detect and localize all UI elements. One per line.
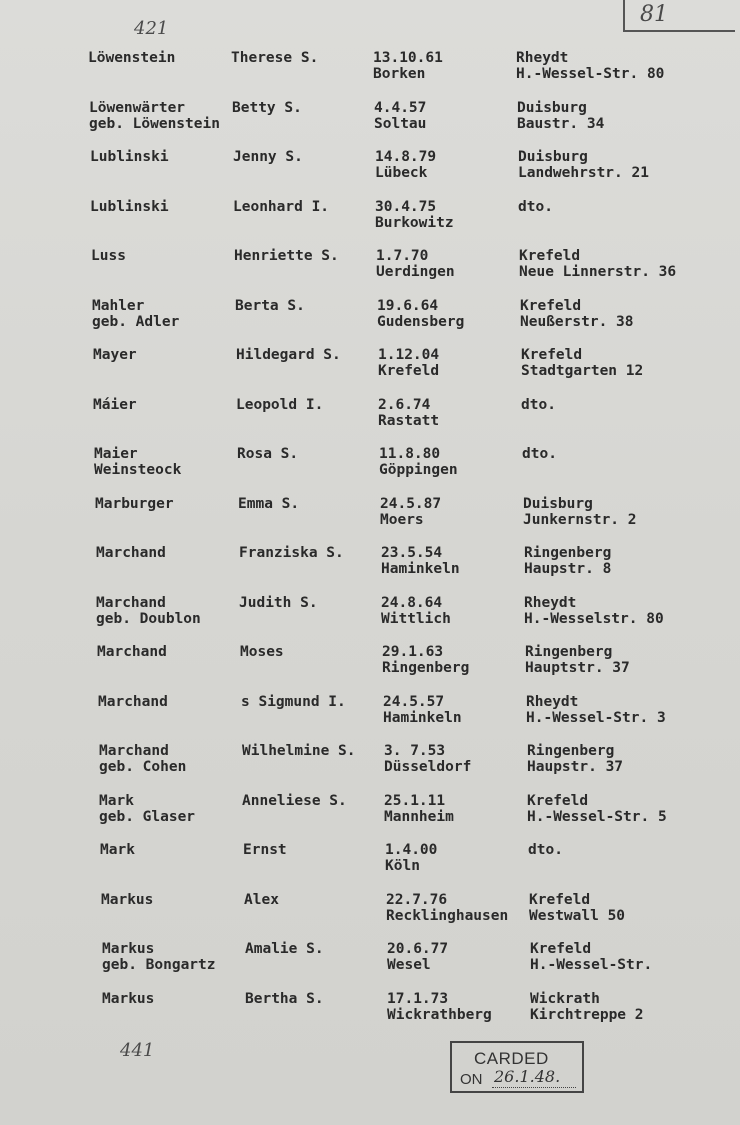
- address-line: dto.: [528, 842, 563, 858]
- carded-stamp: [450, 1041, 584, 1093]
- address-line: Krefeld: [520, 298, 582, 314]
- stamp-label: CARDED: [474, 1049, 549, 1068]
- given-name: Moses: [240, 644, 284, 660]
- address-line: Ringenberg: [524, 545, 612, 561]
- birth-info-line: Ringenberg: [382, 660, 470, 676]
- birth-info-line: Köln: [385, 858, 420, 874]
- surname-line: Maier: [94, 446, 138, 462]
- birth-info-line: Wickrathberg: [387, 1007, 492, 1023]
- stamp-date-line: [492, 1087, 576, 1088]
- page-number: 81: [640, 2, 668, 27]
- address-line: H.-Wessel-Str. 3: [526, 710, 666, 726]
- given-name: Hildegard S.: [236, 347, 341, 363]
- birth-info: [378, 397, 439, 429]
- surname-line: Mark: [100, 842, 135, 858]
- surname-line: Marburger: [95, 496, 174, 512]
- given-name: Leopold I.: [236, 397, 324, 413]
- birth-info: [385, 842, 437, 874]
- surname: [95, 496, 174, 512]
- given-name: Bertha S.: [245, 991, 324, 1007]
- surname: [93, 347, 137, 363]
- address-line: Stadtgarten 12: [521, 363, 644, 379]
- birth-info: [383, 694, 462, 726]
- surname-line: Markus: [102, 941, 155, 957]
- birth-info-line: 17.1.73: [387, 991, 449, 1007]
- birth-info-line: 22.7.76: [386, 892, 448, 908]
- given-name: Therese S.: [231, 50, 319, 66]
- birth-info-line: Wesel: [387, 957, 431, 973]
- address-line: Landwehrstr. 21: [518, 165, 649, 181]
- address: [519, 248, 676, 280]
- surname: [90, 149, 169, 165]
- address-line: Hauptstr. 37: [525, 660, 630, 676]
- address: [521, 347, 643, 379]
- birth-info: [384, 743, 471, 775]
- address: [527, 793, 667, 825]
- birth-info-line: 20.6.77: [387, 941, 449, 957]
- surname: [97, 644, 167, 660]
- address-line: dto.: [518, 199, 553, 215]
- surname-line: geb. Löwenstein: [89, 116, 220, 132]
- given-name: Leonhard I.: [233, 199, 330, 215]
- address-line: Rheydt: [526, 694, 579, 710]
- birth-info-line: Krefeld: [378, 363, 440, 379]
- given-name: Amalie S.: [245, 941, 324, 957]
- birth-info-line: Göppingen: [379, 462, 458, 478]
- birth-info-line: 2.6.74: [378, 397, 431, 413]
- surname-line: geb. Glaser: [99, 809, 196, 825]
- birth-info-line: Soltau: [374, 116, 427, 132]
- birth-info-line: 11.8.80: [379, 446, 441, 462]
- birth-info-line: 29.1.63: [382, 644, 444, 660]
- given-name: Emma S.: [238, 496, 300, 512]
- given-name: Judith S.: [239, 595, 318, 611]
- birth-info-line: 3. 7.53: [384, 743, 446, 759]
- address-line: Rheydt: [524, 595, 577, 611]
- surname: [89, 100, 220, 132]
- address-line: Baustr. 34: [517, 116, 605, 132]
- given-name: Franziska S.: [239, 545, 344, 561]
- stamp-prefix: ON: [460, 1071, 483, 1088]
- surname-line: Markus: [102, 991, 155, 1007]
- given-name: Anneliese S.: [242, 793, 347, 809]
- birth-info-line: Uerdingen: [376, 264, 455, 280]
- given-name: Wilhelmine S.: [242, 743, 356, 759]
- birth-info-line: Recklinghausen: [386, 908, 509, 924]
- address-line: Duisburg: [518, 149, 588, 165]
- address-line: Junkernstr. 2: [523, 512, 637, 528]
- address-line: Ringenberg: [527, 743, 615, 759]
- given-name: Rosa S.: [237, 446, 299, 462]
- birth-info-line: 13.10.61: [373, 50, 443, 66]
- stamp-date: 26.1.48.: [494, 1067, 561, 1086]
- given-name: Jenny S.: [233, 149, 303, 165]
- surname: [96, 545, 166, 561]
- address-line: Krefeld: [530, 941, 592, 957]
- given-name: Betty S.: [232, 100, 302, 116]
- surname-line: Löwenwärter: [89, 100, 186, 116]
- address-line: Wickrath: [530, 991, 600, 1007]
- surname: [96, 595, 201, 627]
- address: [530, 941, 652, 973]
- given-name: Berta S.: [235, 298, 305, 314]
- birth-info-line: 25.1.11: [384, 793, 446, 809]
- surname-line: Weinsteock: [94, 462, 182, 478]
- address: [528, 842, 563, 858]
- address-line: Rheydt: [516, 50, 569, 66]
- handwritten-number-bottom: 441: [120, 1040, 155, 1061]
- surname: [92, 298, 179, 330]
- surname: [90, 199, 169, 215]
- surname-line: Mark: [99, 793, 134, 809]
- address-line: Ringenberg: [525, 644, 613, 660]
- address-line: Duisburg: [517, 100, 587, 116]
- surname: [94, 446, 181, 478]
- address: [520, 298, 634, 330]
- birth-info-line: Borken: [373, 66, 426, 82]
- surname-line: Marchand: [97, 644, 167, 660]
- birth-info-line: Moers: [380, 512, 424, 528]
- given-name: Ernst: [243, 842, 287, 858]
- birth-info-line: 24.5.87: [380, 496, 442, 512]
- birth-info: [381, 545, 460, 577]
- birth-info-line: 1.4.00: [385, 842, 438, 858]
- birth-info: [384, 793, 454, 825]
- surname-line: Máier: [93, 397, 137, 413]
- surname-line: Löwenstein: [88, 50, 176, 66]
- address-line: Kirchtreppe 2: [530, 1007, 644, 1023]
- surname-line: Marchand: [96, 595, 166, 611]
- surname: [101, 892, 153, 908]
- address-line: dto.: [521, 397, 556, 413]
- birth-info-line: Mannheim: [384, 809, 454, 825]
- birth-info-line: Haminkeln: [383, 710, 462, 726]
- surname-line: geb. Adler: [92, 314, 180, 330]
- address-line: Haupstr. 37: [527, 759, 624, 775]
- surname-line: geb. Doublon: [96, 611, 201, 627]
- address: [527, 743, 623, 775]
- address: [525, 644, 630, 676]
- address-line: Krefeld: [527, 793, 589, 809]
- birth-info-line: 30.4.75: [375, 199, 437, 215]
- surname: [102, 941, 216, 973]
- surname: [93, 397, 137, 413]
- surname: [98, 694, 168, 710]
- address-line: H.-Wesselstr. 80: [524, 611, 664, 627]
- surname-line: Lublinski: [90, 149, 169, 165]
- address-line: Neue Linnerstr. 36: [519, 264, 677, 280]
- surname-line: Marchand: [96, 545, 166, 561]
- birth-info-line: 1.7.70: [376, 248, 429, 264]
- birth-info: [375, 149, 436, 181]
- address: [523, 496, 637, 528]
- birth-info-line: Rastatt: [378, 413, 440, 429]
- birth-info-line: 24.5.57: [383, 694, 445, 710]
- birth-info: [381, 595, 451, 627]
- birth-info-line: Haminkeln: [381, 561, 460, 577]
- surname-line: geb. Cohen: [99, 759, 187, 775]
- address-line: Haupstr. 8: [524, 561, 612, 577]
- birth-info-line: Düsseldorf: [384, 759, 472, 775]
- surname: [102, 991, 154, 1007]
- address-line: Krefeld: [529, 892, 591, 908]
- surname: [99, 743, 186, 775]
- birth-info: [373, 50, 443, 82]
- birth-info: [377, 298, 464, 330]
- birth-info: [374, 100, 426, 132]
- given-name: Henriette S.: [234, 248, 339, 264]
- address: [524, 545, 611, 577]
- surname: [91, 248, 126, 264]
- birth-info: [379, 446, 458, 478]
- birth-info: [387, 941, 448, 973]
- birth-info-line: 4.4.57: [374, 100, 427, 116]
- address: [522, 446, 557, 462]
- surname-line: Mayer: [93, 347, 137, 363]
- handwritten-number-top: 421: [134, 18, 169, 39]
- address: [518, 149, 649, 181]
- birth-info-line: 19.6.64: [377, 298, 439, 314]
- birth-info: [387, 991, 492, 1023]
- address-line: dto.: [522, 446, 557, 462]
- address: [516, 50, 664, 82]
- address-line: H.-Wessel-Str.: [530, 957, 653, 973]
- surname: [88, 50, 175, 66]
- surname-line: Lublinski: [90, 199, 169, 215]
- birth-info: [376, 248, 455, 280]
- address: [518, 199, 553, 215]
- address-line: Neußerstr. 38: [520, 314, 634, 330]
- surname-line: Marchand: [98, 694, 168, 710]
- address-line: Krefeld: [519, 248, 581, 264]
- surname: [100, 842, 135, 858]
- address-line: Westwall 50: [529, 908, 626, 924]
- birth-info-line: Lübeck: [375, 165, 428, 181]
- birth-info: [375, 199, 454, 231]
- address: [529, 892, 625, 924]
- address: [517, 100, 604, 132]
- address: [521, 397, 556, 413]
- given-name: Alex: [244, 892, 279, 908]
- address-line: H.-Wessel-Str. 5: [527, 809, 667, 825]
- birth-info-line: 14.8.79: [375, 149, 437, 165]
- surname-line: Markus: [101, 892, 154, 908]
- birth-info: [386, 892, 508, 924]
- birth-info-line: Wittlich: [381, 611, 451, 627]
- birth-info-line: Gudensberg: [377, 314, 465, 330]
- birth-info: [382, 644, 469, 676]
- address-line: Duisburg: [523, 496, 593, 512]
- birth-info-line: 23.5.54: [381, 545, 443, 561]
- address-line: Krefeld: [521, 347, 583, 363]
- birth-info-line: 24.8.64: [381, 595, 443, 611]
- address-line: H.-Wessel-Str. 80: [516, 66, 665, 82]
- address: [530, 991, 644, 1023]
- birth-info: [380, 496, 441, 528]
- surname: [99, 793, 195, 825]
- birth-info-line: 1.12.04: [378, 347, 440, 363]
- birth-info-line: Burkowitz: [375, 215, 454, 231]
- surname-line: Luss: [91, 248, 126, 264]
- surname-line: Mahler: [92, 298, 145, 314]
- surname-line: geb. Bongartz: [102, 957, 216, 973]
- surname-line: Marchand: [99, 743, 169, 759]
- given-name: s Sigmund I.: [241, 694, 346, 710]
- address: [524, 595, 664, 627]
- birth-info: [378, 347, 439, 379]
- address: [526, 694, 666, 726]
